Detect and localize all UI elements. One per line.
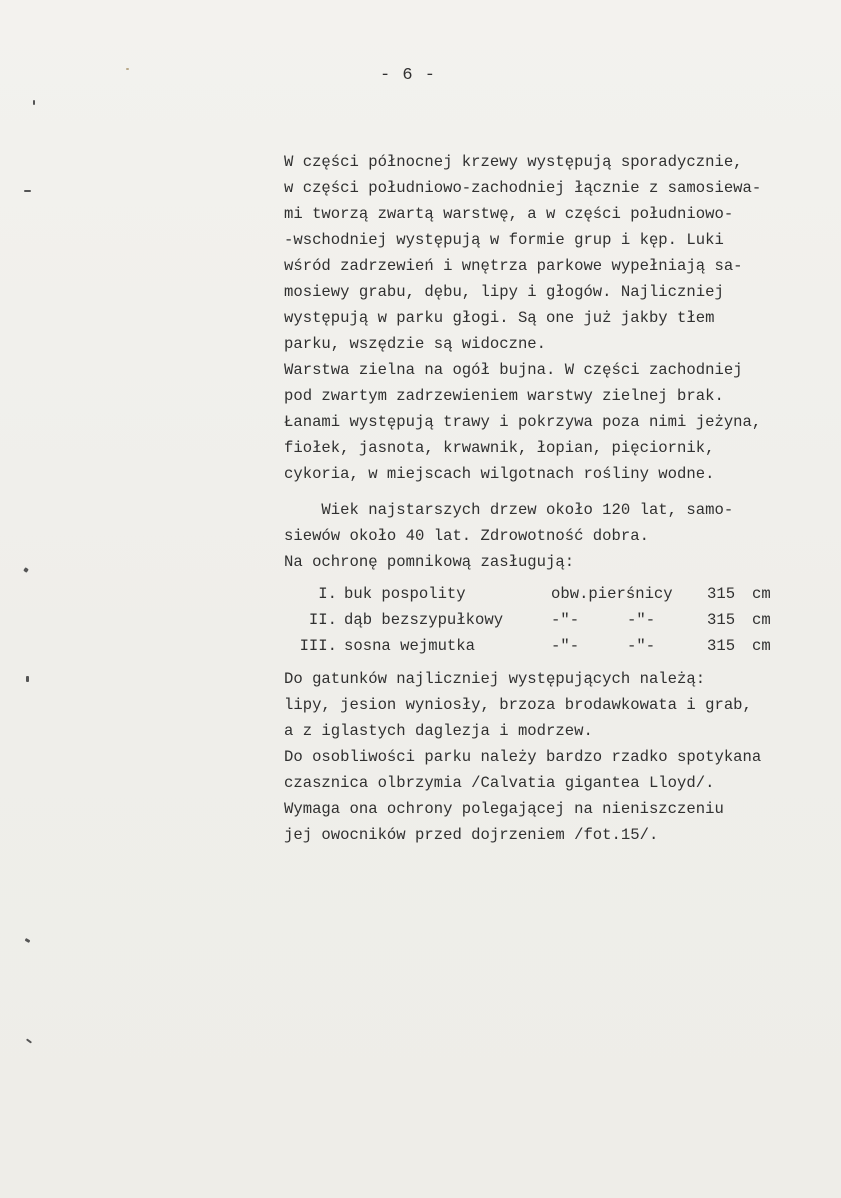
text-line: a z iglastych daglezja i modrzew. [284,722,593,740]
text-line: Wiek najstarszych drzew około 120 lat, samo- [284,501,734,519]
text-line: Do osobliwości parku należy bardzo rzadko spotykana [284,748,762,766]
text-line: występują w parku głogi. Są one już jakby tłem [284,309,715,327]
text-line: W części północnej krzewy występują sporadycznie, [284,153,743,171]
scan-mark [25,938,31,943]
text-line: siewów około 40 lat. Zdrowotność dobra. [284,527,649,545]
text-line: Łanami występują trawy i pokrzywa poza nimi jeżyna, [284,413,762,431]
scan-mark [126,68,129,70]
row-number: I. [318,585,337,603]
measure-value: 315 [707,585,736,603]
text-line: jej owocników przed dojrzeniem /fot.15/. [284,826,659,844]
text-line: wśród zadrzewień i wnętrza parkowe wypełniają sa- [284,257,743,275]
text-line: -wschodniej występują w formie grup i kęp. Luki [284,231,724,249]
scan-mark [26,1038,32,1043]
scan-mark [23,567,29,573]
row-number: III. [299,637,337,655]
measure-unit: cm [752,637,771,655]
text-line: mi tworzą zwartą warstwę, a w części południowo- [284,205,734,223]
measure-label: -"- [551,611,580,629]
measure-ditto: -"- [627,611,656,629]
table-row [0,634,841,658]
text-line: Na ochronę pomnikową zasługują: [284,553,575,571]
table-row [0,608,841,632]
measure-ditto: -"- [627,637,656,655]
scan-mark [33,100,35,105]
tree-name: buk pospolity [344,585,466,603]
text-line: czasznica olbrzymia /Calvatia gigantea Lloyd/. [284,774,715,792]
text-line: fiołek, jasnota, krwawnik, łopian, pięciornik, [284,439,715,457]
scan-mark [24,190,31,192]
text-line: Warstwa zielna na ogół bujna. W części zachodniej [284,361,743,379]
text-line: cykoria, w miejscach wilgotnach rośliny wodne. [284,465,715,483]
text-line: mosiewy grabu, dębu, lipy i głogów. Najliczniej [284,283,724,301]
text-line: parku, wszędzie są widoczne. [284,335,547,353]
text-line: Wymaga ona ochrony polegającej na nieniszczeniu [284,800,724,818]
row-number: II. [308,611,337,629]
text-line: Do gatunków najliczniej występujących należą: [284,670,706,688]
text-line: w części południowo-zachodniej łącznie z samosiewa- [284,179,762,197]
table-row [0,582,841,606]
measure-unit: cm [752,611,771,629]
measure-label: obw.pierśnicy [551,585,673,603]
measure-value: 315 [707,611,736,629]
page-number: - 6 - [380,66,437,85]
measure-label: -"- [551,637,580,655]
text-line: pod zwartym zadrzewieniem warstwy zielnej brak. [284,387,724,405]
tree-name: sosna wejmutka [344,637,476,655]
scan-mark [26,676,29,682]
measure-value: 315 [707,637,736,655]
text-line: lipy, jesion wyniosły, brzoza brodawkowata i grab, [284,696,752,714]
tree-name: dąb bezszypułkowy [344,611,504,629]
measure-unit: cm [752,585,771,603]
